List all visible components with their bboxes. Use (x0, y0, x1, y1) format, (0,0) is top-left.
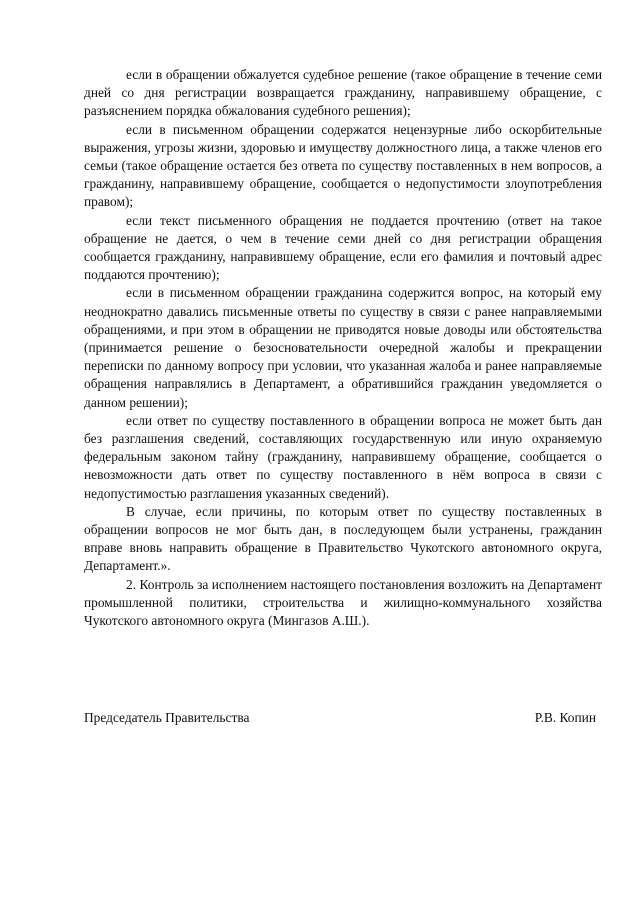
paragraph-repeated-question: если в письменном обращении гражданина содержится вопрос, на который ему неоднократно давались письменные ответы по существу в связи с ранее направляемыми обращениями, и при этом в обращении не приводятся новые доводы или обстоятельства (принимается решение о безосновательности очередной жалобы и прекращении переписки по данному вопросу при условии, что указанная жалоба и ранее направляемые обращения направлялись в Департамент, а обратившийся гражданин уведомляется о данном решении); (84, 285, 602, 410)
paragraph-court-decision: если в обращении обжалуется судебное решение (такое обращение в течение семи дней со дня регистрации возвращается гражданину, направившему обращение, с разъяснением порядка обжалования судебного решения); (84, 67, 602, 119)
paragraph-offensive-language: если в письменном обращении содержатся нецензурные либо оскорбительные выражения, угрозы жизни, здоровью и имуществу должностного лица, а также членов его семьи (такое обращение остается без ответа по существу поставленных в нем вопросов, а гражданину, направившему обращение, сообщается о недопустимости злоупотребления правом); (84, 121, 602, 210)
paragraph-control-clause: 2. Контроль за исполнением настоящего постановления возложить на Департамент промышленной политики, строительства и жилищно-коммунального хозяйства Чукотского автономного округа (Мингазов А.Ш.). (84, 576, 602, 629)
signature-block (84, 709, 596, 727)
document-body (84, 66, 602, 630)
signatory-name: Р.В. Копин (534, 710, 596, 725)
paragraph-resubmission: В случае, если причины, по которым ответ по существу поставленных в обращении вопросов не мог быть дан, в последующем были устранены, гражданин вправе вновь направить обращение в Правительство Чукотского автономного округа, Департамент.». (84, 503, 602, 574)
signatory-position: Председатель Правительства (84, 710, 250, 725)
paragraph-unreadable-text: если текст письменного обращения не поддается прочтению (ответ на такое обращение не дается, о чем в течение семи дней со дня регистрации обращения сообщается гражданину, направившему обращение, если его фамилия и почтовый адрес поддаются прочтению); (84, 212, 602, 283)
paragraph-state-secret: если ответ по существу поставленного в обращении вопроса не может быть дан без разглашения сведений, составляющих государственную или иную охраняемую федеральным законом тайну (гражданину, направившему обращение, сообщается о невозможности дать ответ по существу поставленного в нём вопроса в связи с недопустимостью разглашения указанных сведений). (84, 412, 602, 501)
